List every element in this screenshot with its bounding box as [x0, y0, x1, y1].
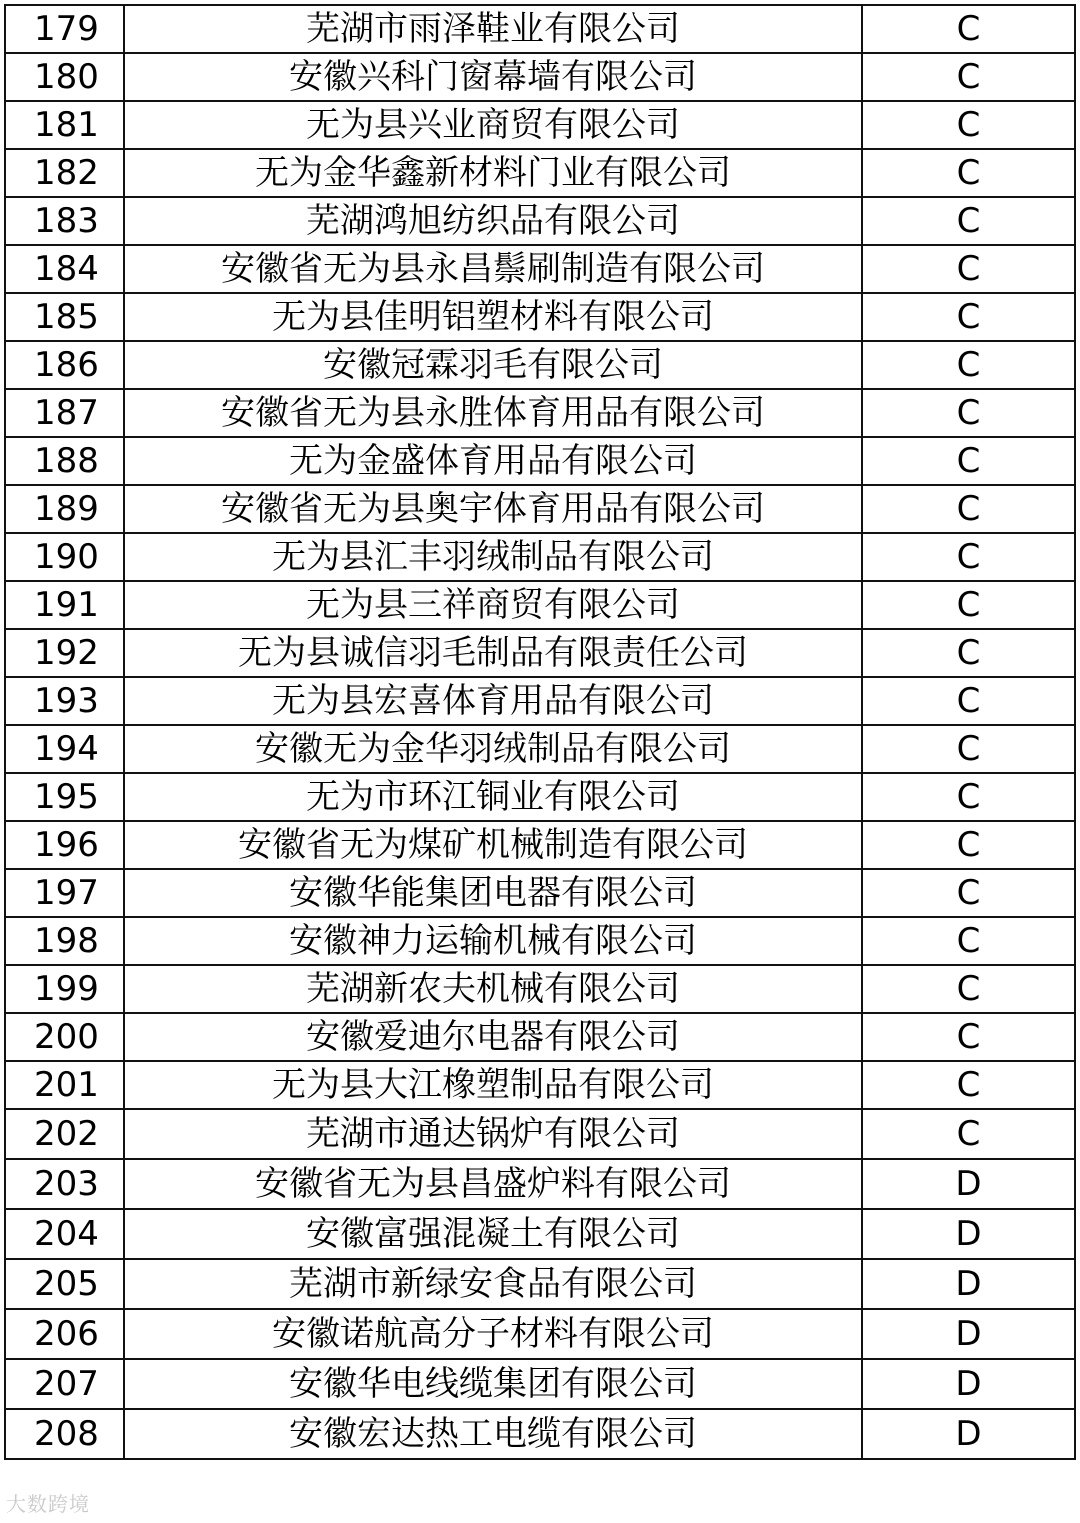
table-row: [5, 965, 1075, 1013]
row-number: 185: [5, 293, 124, 341]
company-name: 安徽省无为县昌盛炉料有限公司: [124, 1159, 862, 1209]
table-row: [5, 869, 1075, 917]
credit-grade: C: [862, 101, 1075, 149]
row-number: 199: [5, 965, 124, 1013]
watermark: 大数跨境: [6, 1492, 90, 1516]
table-row: [5, 821, 1075, 869]
company-name: 安徽华能集团电器有限公司: [124, 869, 862, 917]
table-row: [5, 1013, 1075, 1061]
credit-grade: C: [862, 293, 1075, 341]
credit-grade: C: [862, 437, 1075, 485]
table-row: [5, 5, 1075, 53]
table-row: [5, 197, 1075, 245]
table-row: [5, 1259, 1075, 1309]
table-row: [5, 725, 1075, 773]
row-number: 196: [5, 821, 124, 869]
table-row: [5, 485, 1075, 533]
credit-grade: D: [862, 1309, 1075, 1359]
credit-grade: C: [862, 629, 1075, 677]
row-number: 187: [5, 389, 124, 437]
credit-grade: C: [862, 341, 1075, 389]
company-name: 无为金华鑫新材料门业有限公司: [124, 149, 862, 197]
credit-grade: D: [862, 1159, 1075, 1209]
company-name: 芜湖市新绿安食品有限公司: [124, 1259, 862, 1309]
credit-grade: C: [862, 965, 1075, 1013]
table-row: [5, 101, 1075, 149]
table-row: [5, 341, 1075, 389]
company-name: 芜湖新农夫机械有限公司: [124, 965, 862, 1013]
row-number: 181: [5, 101, 124, 149]
company-name: 芜湖市雨泽鞋业有限公司: [124, 5, 862, 53]
row-number: 190: [5, 533, 124, 581]
row-number: 183: [5, 197, 124, 245]
table-row: [5, 1109, 1075, 1159]
credit-grade: C: [862, 1109, 1075, 1159]
table-row: [5, 1409, 1075, 1459]
row-number: 198: [5, 917, 124, 965]
credit-grade: C: [862, 245, 1075, 293]
company-name: 无为金盛体育用品有限公司: [124, 437, 862, 485]
company-name: 无为市环江铜业有限公司: [124, 773, 862, 821]
table-row: [5, 53, 1075, 101]
table-row: [5, 437, 1075, 485]
row-number: 194: [5, 725, 124, 773]
table-row: [5, 245, 1075, 293]
table-row: [5, 533, 1075, 581]
credit-grade: D: [862, 1409, 1075, 1459]
table-body: [5, 5, 1075, 1459]
row-number: 193: [5, 677, 124, 725]
credit-grade: C: [862, 149, 1075, 197]
table-row: [5, 1309, 1075, 1359]
credit-grade: D: [862, 1209, 1075, 1259]
credit-grade: C: [862, 485, 1075, 533]
company-name: 无为县汇丰羽绒制品有限公司: [124, 533, 862, 581]
row-number: 202: [5, 1109, 124, 1159]
row-number: 201: [5, 1061, 124, 1109]
credit-grade: C: [862, 917, 1075, 965]
company-name: 无为县大江橡塑制品有限公司: [124, 1061, 862, 1109]
credit-grade: C: [862, 1013, 1075, 1061]
credit-grade: C: [862, 581, 1075, 629]
credit-grade: C: [862, 53, 1075, 101]
company-name: 无为县兴业商贸有限公司: [124, 101, 862, 149]
credit-grade: C: [862, 773, 1075, 821]
row-number: 180: [5, 53, 124, 101]
credit-grade: C: [862, 1061, 1075, 1109]
company-name: 安徽神力运输机械有限公司: [124, 917, 862, 965]
company-name: 无为县宏喜体育用品有限公司: [124, 677, 862, 725]
row-number: 184: [5, 245, 124, 293]
row-number: 204: [5, 1209, 124, 1259]
company-name: 无为县三祥商贸有限公司: [124, 581, 862, 629]
company-name: 安徽兴科门窗幕墙有限公司: [124, 53, 862, 101]
credit-grade: D: [862, 1259, 1075, 1309]
table-row: [5, 389, 1075, 437]
row-number: 200: [5, 1013, 124, 1061]
company-name: 安徽富强混凝土有限公司: [124, 1209, 862, 1259]
row-number: 188: [5, 437, 124, 485]
credit-grade: C: [862, 821, 1075, 869]
company-name: 无为县佳明铝塑材料有限公司: [124, 293, 862, 341]
company-name: 安徽诺航高分子材料有限公司: [124, 1309, 862, 1359]
row-number: 197: [5, 869, 124, 917]
row-number: 179: [5, 5, 124, 53]
credit-grade: C: [862, 869, 1075, 917]
table-row: [5, 917, 1075, 965]
company-name: 芜湖鸿旭纺织品有限公司: [124, 197, 862, 245]
table-row: [5, 1061, 1075, 1109]
credit-grade: C: [862, 725, 1075, 773]
credit-grade: C: [862, 389, 1075, 437]
row-number: 205: [5, 1259, 124, 1309]
table-row: [5, 1209, 1075, 1259]
company-name: 安徽无为金华羽绒制品有限公司: [124, 725, 862, 773]
table-row: [5, 677, 1075, 725]
table-row: [5, 149, 1075, 197]
table-row: [5, 1159, 1075, 1209]
row-number: 208: [5, 1409, 124, 1459]
row-number: 207: [5, 1359, 124, 1409]
row-number: 195: [5, 773, 124, 821]
row-number: 189: [5, 485, 124, 533]
credit-grade: C: [862, 197, 1075, 245]
table-row: [5, 293, 1075, 341]
row-number: 182: [5, 149, 124, 197]
company-name: 芜湖市通达锅炉有限公司: [124, 1109, 862, 1159]
company-name: 安徽华电线缆集团有限公司: [124, 1359, 862, 1409]
credit-grade: C: [862, 5, 1075, 53]
company-name: 安徽冠霖羽毛有限公司: [124, 341, 862, 389]
table-row: [5, 1359, 1075, 1409]
company-name: 安徽宏达热工电缆有限公司: [124, 1409, 862, 1459]
company-name: 安徽省无为县永胜体育用品有限公司: [124, 389, 862, 437]
row-number: 206: [5, 1309, 124, 1359]
row-number: 191: [5, 581, 124, 629]
row-number: 186: [5, 341, 124, 389]
credit-grade: C: [862, 677, 1075, 725]
table-row: [5, 629, 1075, 677]
company-name: 无为县诚信羽毛制品有限责任公司: [124, 629, 862, 677]
credit-grade: C: [862, 533, 1075, 581]
row-number: 192: [5, 629, 124, 677]
company-name: 安徽省无为煤矿机械制造有限公司: [124, 821, 862, 869]
row-number: 203: [5, 1159, 124, 1209]
table-row: [5, 773, 1075, 821]
company-rating-table: [4, 4, 1076, 1460]
company-rating-table-container: [4, 4, 1074, 1460]
table-row: [5, 581, 1075, 629]
company-name: 安徽爱迪尔电器有限公司: [124, 1013, 862, 1061]
company-name: 安徽省无为县永昌鬃刷制造有限公司: [124, 245, 862, 293]
credit-grade: D: [862, 1359, 1075, 1409]
company-name: 安徽省无为县奥宇体育用品有限公司: [124, 485, 862, 533]
